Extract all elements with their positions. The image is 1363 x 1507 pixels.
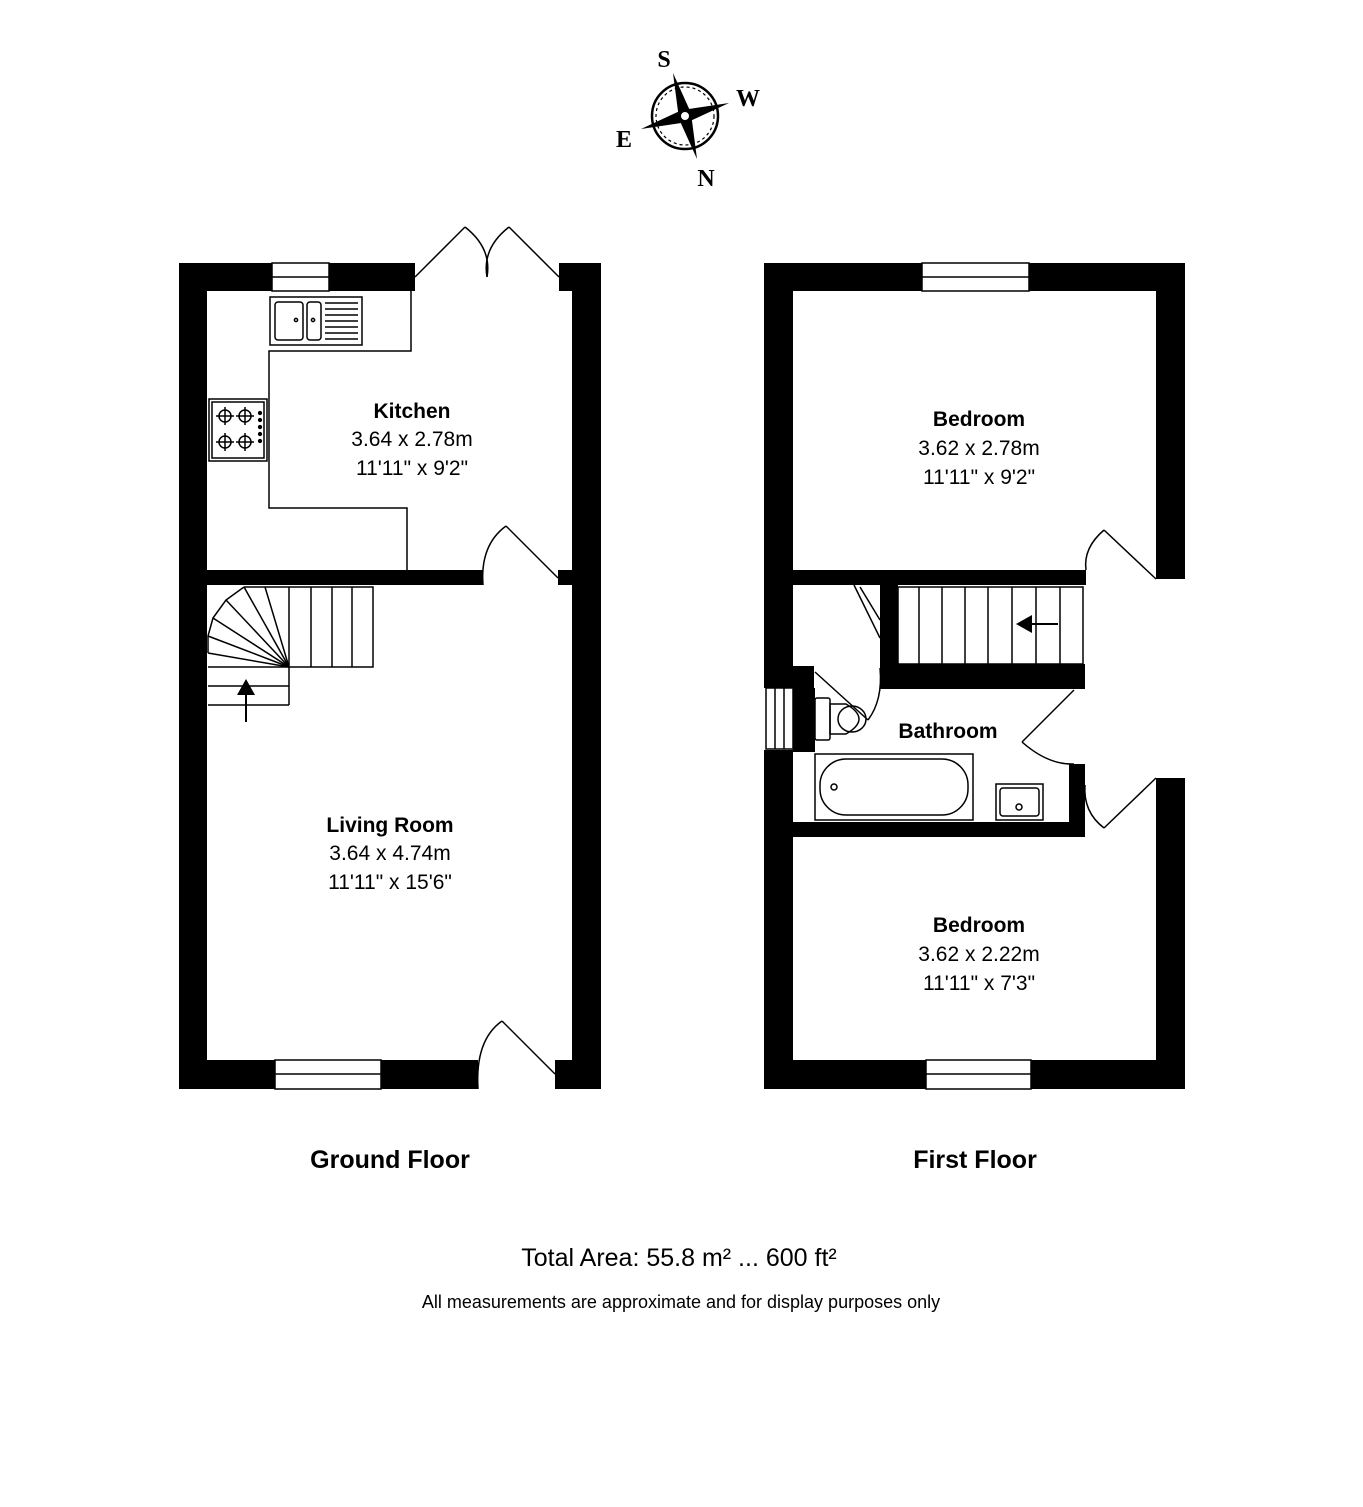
bedroom-2-metric-size: 3.62 x 2.22m [918, 943, 1040, 966]
ground-floor-plan [179, 227, 601, 1174]
compass-label-w: W [736, 86, 760, 112]
kitchen-internal-door-icon [483, 526, 558, 585]
kitchen-metric-size: 3.64 x 2.78m [351, 428, 473, 451]
living-room-name: Living Room [326, 814, 454, 837]
stairs-down-arrow-icon [1016, 615, 1058, 633]
living-room-metric-size: 3.64 x 4.74m [329, 842, 451, 865]
kitchen-french-doors-icon [415, 227, 559, 277]
kitchen-name: Kitchen [373, 400, 451, 423]
compass-rose-icon [616, 47, 760, 192]
bedroom-1-imperial-size: 11'11" x 9'2" [922, 466, 1036, 489]
ground-floor-stairs [208, 587, 373, 705]
ground-floor-label: Ground Floor [310, 1146, 470, 1174]
living-room-imperial-size: 11'11" x 15'6" [328, 871, 452, 894]
bedroom-1-name: Bedroom [932, 408, 1026, 431]
total-area: Total Area: 55.8 m² ... 600 ft² [521, 1244, 837, 1272]
toilet-icon [815, 698, 866, 740]
kitchen-sink-icon [270, 297, 362, 345]
compass-label-n: N [697, 166, 715, 192]
front-door-icon [478, 1021, 555, 1089]
disclaimer: All measurements are approximate and for display purposes only [421, 1292, 941, 1312]
basin-icon [996, 784, 1043, 820]
hob-icon [209, 399, 267, 461]
first-floor-label: First Floor [913, 1146, 1037, 1174]
first-floor-plan [764, 263, 1185, 1174]
compass-label-s: S [657, 47, 671, 73]
compass-label-e: E [615, 127, 633, 153]
bathroom-name: Bathroom [898, 720, 998, 743]
bathtub-icon [815, 754, 973, 820]
ground-floor-walls [179, 263, 601, 1089]
bedroom-1-metric-size: 3.62 x 2.78m [918, 437, 1040, 460]
kitchen-imperial-size: 11'11" x 9'2" [355, 457, 469, 480]
bedroom-2-imperial-size: 11'11" x 7'3" [922, 972, 1036, 995]
bedroom-2-name: Bedroom [932, 914, 1026, 937]
